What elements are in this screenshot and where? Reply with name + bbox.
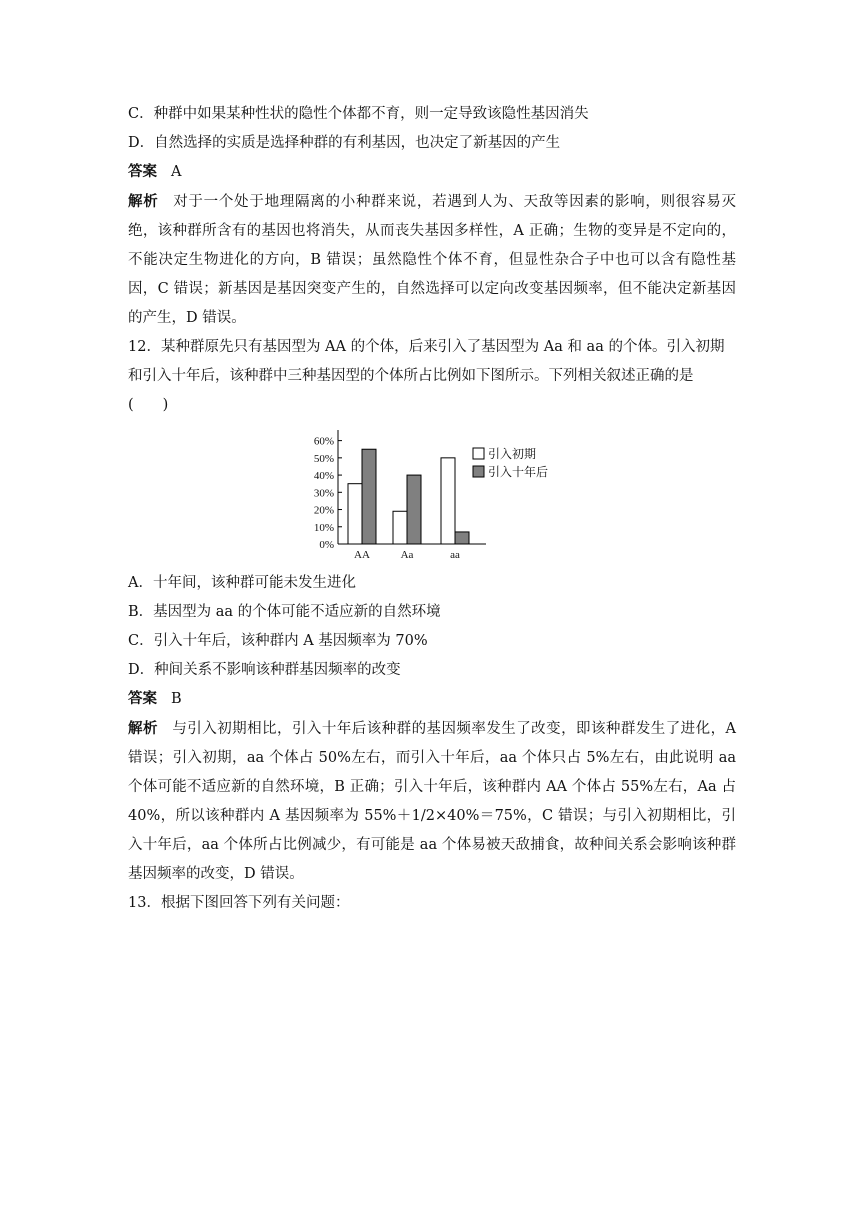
- y-tick-label: 50%: [313, 452, 334, 465]
- analysis-text: 与引入初期相比，引入十年后该种群的基因频率发生了改变，即该种群发生了进化，A 错误；引入初期，aa 个体占 50%左右，而引入十年后，aa 个体只占 5%左右，由此说明 aa 个体可能不适应新的自然环境，B 正确；引入十年后，该种群内 AA 个体占 55%左右，Aa 占 40%，所以该种群内 A 基因频率为 55%＋1/2×40%＝75%，C 错误；与引入初期相比，引入十年后，aa 个体所占比例减少，有可能是 aa 个体易被天敌捕食，故种间关系会影响该种群基因频率的改变，D 错误。: [128, 721, 737, 882]
- bar-Aa-ten-years: [407, 475, 421, 544]
- answer-value: B: [171, 691, 182, 707]
- y-tick-label: 60%: [313, 435, 334, 448]
- answer-value: A: [171, 164, 182, 180]
- analysis-label: 解析: [128, 720, 158, 737]
- bar-aa-initial: [441, 458, 455, 544]
- bar-Aa-initial: [393, 511, 407, 544]
- q12-option-d: D．种间关系不影响该种群基因频率的改变: [128, 662, 401, 678]
- q13-stem: 13．根据下图回答下列有关问题：: [128, 895, 350, 911]
- legend-swatch: [473, 466, 484, 477]
- q12-stem-line3: ( ): [128, 397, 169, 413]
- y-tick-label: 20%: [313, 504, 334, 517]
- legend-swatch: [473, 448, 484, 459]
- q12-stem-line2: 和引入十年后，该种群中三种基因型的个体所占比例如下图所示。下列相关叙述正确的是: [128, 368, 694, 384]
- x-tick-label: AA: [354, 549, 370, 561]
- analysis-text: 对于一个处于地理隔离的小种群来说，若遇到人为、天敌等因素的影响，则很容易灭绝，该种群所含有的基因也将消失，从而丧失基因多样性，A 正确；生物的变异是不定向的，不能决定生物进化的方向，B 错误；虽然隐性个体不育，但显性杂合子中也可以含有隐性基因，C 错误；新基因是基因突变产生的，自然选择可以定向改变基因频率，但不能决定新基因的产生，D 错误。: [128, 194, 737, 326]
- y-tick-label: 40%: [313, 470, 334, 483]
- q12-option-b: B．基因型为 aa 的个体可能不适应新的自然环境: [128, 604, 441, 620]
- q11-option-d: D．自然选择的实质是选择种群的有利基因，也决定了新基因的产生: [128, 135, 561, 151]
- y-tick-label: 0%: [319, 539, 334, 551]
- x-tick-label: Aa: [400, 549, 414, 561]
- q12-analysis: [128, 714, 736, 889]
- answer-label: 答案: [128, 690, 157, 707]
- q11-option-c: C．种群中如果某种性状的隐性个体都不育，则一定导致该隐性基因消失: [128, 106, 589, 122]
- q11-analysis: [128, 187, 736, 333]
- analysis-label: 解析: [128, 193, 159, 210]
- genotype-bar-chart: [300, 422, 580, 562]
- answer-label: 答案: [128, 163, 157, 180]
- q12-answer: [128, 689, 182, 709]
- q12-option-a: A．十年间，该种群可能未发生进化: [128, 575, 356, 591]
- legend-label: 引入十年后: [488, 465, 549, 479]
- bar-aa-ten-years: [455, 532, 469, 544]
- q12-option-c: C．引入十年后，该种群内 A 基因频率为 70%: [128, 633, 428, 649]
- legend-label: 引入初期: [488, 447, 537, 461]
- y-tick-label: 10%: [313, 521, 334, 534]
- x-tick-label: aa: [450, 549, 460, 561]
- q12-stem-line1: 12．某种群原先只有基因型为 AA 的个体，后来引入了基因型为 Aa 和 aa 的个体。引入初期: [128, 339, 725, 355]
- q11-answer: [128, 162, 181, 182]
- bar-AA-initial: [348, 484, 362, 544]
- bar-AA-ten-years: [362, 449, 376, 544]
- y-tick-label: 30%: [313, 487, 334, 500]
